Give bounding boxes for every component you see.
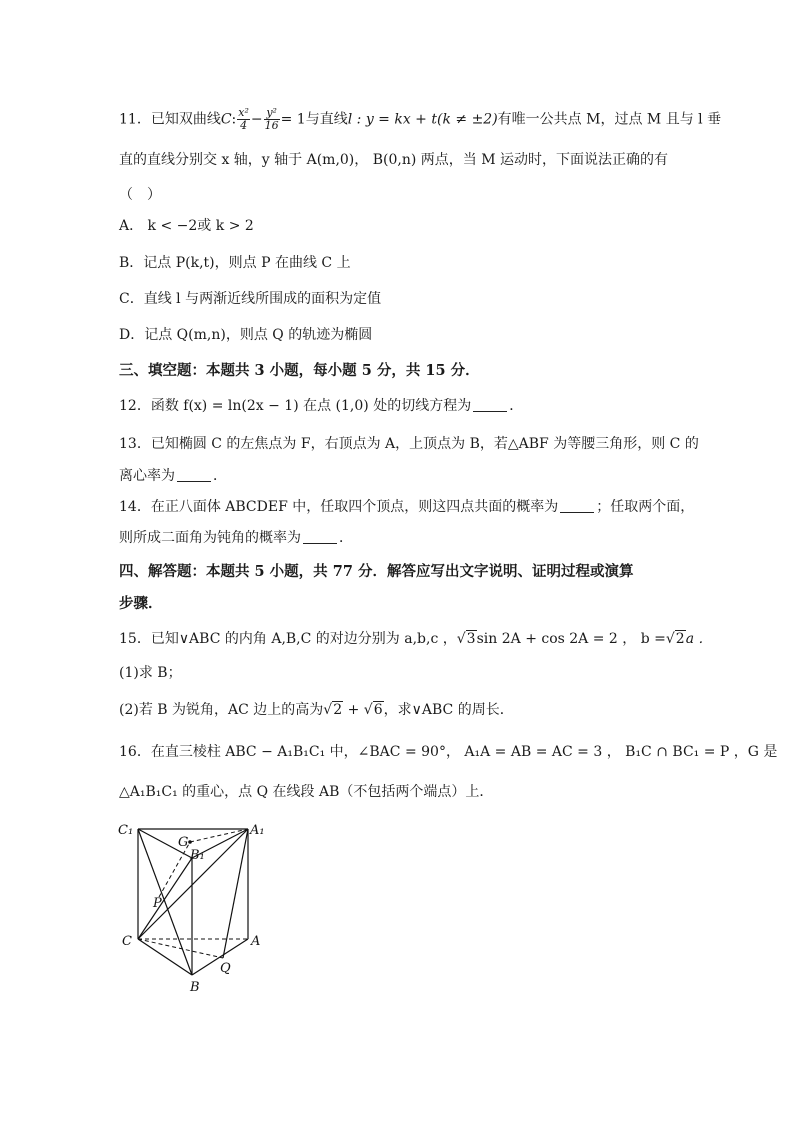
q15-text-c: a ． xyxy=(685,631,713,647)
q15-text-b: sin 2A + cos 2A = 2 ， b = xyxy=(476,631,666,647)
diag-c-a1 xyxy=(138,829,248,939)
q12-answer-blank xyxy=(473,397,507,412)
q14-end: ． xyxy=(339,530,353,546)
q15-sub2-end: ，求∨ABC 的周长． xyxy=(383,702,514,718)
q11-line-eq: l : y = kx + t(k ≠ ±2) xyxy=(347,111,498,128)
section3-heading: 三、填空题：本题共 3 小题，每小题 5 分，共 15 分． xyxy=(119,362,480,379)
q11-frac1 xyxy=(237,107,250,132)
q11-line1 xyxy=(119,106,722,132)
q14-answer-blank-1 xyxy=(560,498,594,513)
q15-sub2-root1: 2 xyxy=(333,702,343,718)
q11-colon: : xyxy=(231,111,237,128)
diag-c1-b xyxy=(138,829,192,975)
q15-sub1: (1)求 B； xyxy=(119,665,182,681)
q11-suffix: 有唯一公共点 M，过点 M 且与 l 垂 xyxy=(497,111,722,128)
q15-sub2-root2: 6 xyxy=(373,702,383,718)
q12-text: 12．函数 f(x) = ln(2x − 1) 在点 (1,0) 处的切线方程为 xyxy=(119,398,472,414)
q16-line2: △A₁B₁C₁ 的重心，点 Q 在线段 AB（不包括两个端点）上． xyxy=(119,784,494,800)
q13-text: 离心率为 xyxy=(119,468,175,484)
label-g: G xyxy=(178,835,189,850)
q11-mid: 与直线 xyxy=(305,111,348,128)
q15-text-a: 15．已知∨ABC 的内角 A,B,C 的对边分别为 a,b,c ， xyxy=(119,631,457,647)
diag-c-b1 xyxy=(138,858,192,939)
q14-text2: 则所成二面角为钝角的概率为 xyxy=(119,530,301,546)
label-c1: C₁ xyxy=(118,823,134,838)
q15-sub2-text: (2)若 B 为锐角，AC 边上的高为 xyxy=(119,702,324,718)
q15-sqrt3: 3 xyxy=(466,631,476,647)
label-b1: B₁ xyxy=(190,848,205,863)
q14-text1: 14．在正八面体 ABCDEF 中，任取四个顶点，则这四点共面的概率为 xyxy=(119,499,559,515)
q13-line2 xyxy=(119,466,689,486)
q11-option-b: B．记点 P(k,t)，则点 P 在曲线 C 上 xyxy=(119,255,351,271)
q11-option-d: D．记点 Q(m,n)，则点 Q 的轨迹为椭圆 xyxy=(119,327,373,343)
label-p: P xyxy=(153,896,162,911)
frac2-num: y² xyxy=(264,107,280,120)
point-g xyxy=(188,840,192,844)
q11-minus: − xyxy=(250,111,263,128)
q15-sub2: (2)若 B 为锐角，AC 边上的高为√2 + √6，求∨ABC 的周长． xyxy=(119,702,514,718)
q15-sub2-plus: + xyxy=(343,702,364,718)
frac1-den: 4 xyxy=(240,119,248,132)
label-q: Q xyxy=(220,961,231,976)
q16-line1: 16．在直三棱柱 ABC − A₁B₁C₁ 中，∠BAC = 90°， A₁A = AB = AC = 3 ， B₁C ∩ BC₁ = P ，G 是 xyxy=(119,744,778,760)
q13-line1: 13．已知椭圆 C 的左焦点为 F，右顶点为 A，上顶点为 B，若△ABF 为等腰三角形，则 C 的 xyxy=(119,436,699,452)
q14-text1-end: ；任取两个面， xyxy=(596,499,695,515)
hidden-line-g-a1 xyxy=(190,829,248,842)
edge-c-b xyxy=(138,939,192,975)
q11-prefix: 11．已知双曲线 xyxy=(119,111,221,128)
hidden-line-c-q xyxy=(138,939,223,958)
frac1-num: x² xyxy=(238,106,249,119)
label-c: C xyxy=(122,934,132,949)
q11-line2: 直的直线分别交 x 轴，y 轴于 A(m,0)， B(0,n) 两点，当 M 运动时，下面说法正确的有 xyxy=(119,152,668,168)
q15-sqrt2: 2 xyxy=(675,631,685,647)
q12-end: ． xyxy=(509,398,524,414)
label-a1: A₁ xyxy=(250,823,265,838)
hidden-line-p-g xyxy=(159,842,190,897)
q11-curve: C xyxy=(220,111,232,128)
section4-heading-line2: 步骤． xyxy=(119,595,163,612)
q11-frac2 xyxy=(264,107,280,132)
q11-paren: （ ） xyxy=(119,187,161,203)
frac2-den: 16 xyxy=(264,119,279,132)
q14-line1 xyxy=(119,497,695,517)
q15-line1: 15．已知∨ABC 的内角 A,B,C 的对边分别为 a,b,c ，√3sin 2A + cos 2A = 2 ， b =√2a ． xyxy=(119,631,713,647)
q14-answer-blank-2 xyxy=(303,529,337,544)
q13-end: ． xyxy=(213,468,227,484)
prism-figure xyxy=(110,815,280,1000)
label-a: A xyxy=(251,934,261,949)
label-b: B xyxy=(190,980,200,995)
q14-line2 xyxy=(119,528,689,548)
q11-option-c: C．直线 l 与两渐近线所围成的面积为定值 xyxy=(119,291,382,307)
q13-answer-blank xyxy=(177,467,211,482)
q11-option-a: A． k < −2或 k > 2 xyxy=(119,218,254,234)
q11-eq: = 1 xyxy=(280,111,306,128)
q12-line xyxy=(119,396,689,416)
section4-heading-line1: 四、解答题：本题共 5 小题，共 77 分．解答应写出文字说明、证明过程或演算 xyxy=(119,563,634,580)
